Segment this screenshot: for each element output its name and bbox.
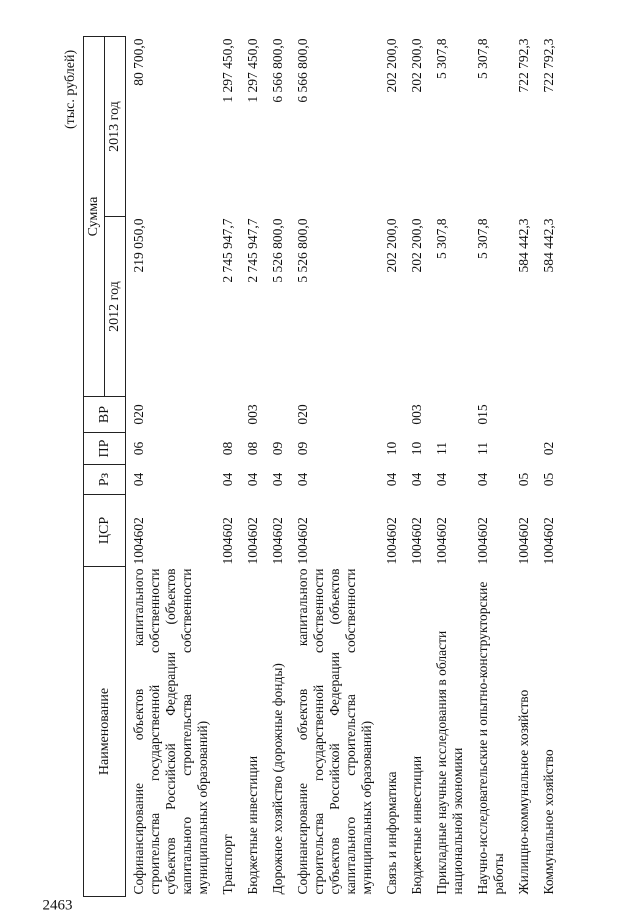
header-vr: ВР [84,397,126,433]
row-csr: 1004602 [409,517,424,565]
row-value-2012: 5 307,8 [434,218,449,259]
row-rz: 05 [541,472,556,487]
row-pr: 09 [270,441,285,456]
row-name: Жилищно-коммунальное хозяйство [516,689,531,895]
row-name: Дорожное хозяйство (дорожные фонды) [270,663,285,895]
table-body [126,37,562,897]
row-value-2013: 5 307,8 [475,38,490,79]
row-rz: 05 [516,472,531,487]
row-name: Бюджетные инвестиции [409,755,424,895]
row-value-2013: 6 566 800,0 [270,38,285,103]
row-name: Софинансирование объектов капитального строительства государственной собственности субъектов Российской Федерации (объектов капитального строительства собственности муниципальных образований) [295,568,374,895]
row-rz: 04 [131,472,146,487]
header-year-2013: 2013 год [105,37,126,217]
budget-table [83,36,561,897]
header-pr: ПР [84,433,126,465]
row-pr: 02 [541,441,556,456]
row-value-2013: 1 297 450,0 [245,38,260,103]
row-csr: 1004602 [295,517,310,565]
row-csr: 1004602 [516,517,531,565]
row-value-2013: 722 792,3 [516,38,531,93]
row-rz: 04 [475,472,490,487]
row-rz: 04 [409,472,424,487]
header-year-2012: 2012 год [105,217,126,397]
row-value-2013: 202 200,0 [384,38,399,93]
table-row [511,37,536,897]
row-vr [215,397,240,433]
table-row [379,37,404,897]
row-value-2012: 202 200,0 [384,218,399,273]
row-value-2013: 202 200,0 [409,38,424,93]
unit-note: (тыс. рублей) [63,49,78,129]
row-value-2012: 5 307,8 [475,218,490,259]
row-vr: 003 [409,404,424,425]
row-csr: 1004602 [384,517,399,565]
row-pr: 08 [220,441,235,456]
row-vr [265,397,290,433]
table-row [470,37,511,897]
table-row [126,37,216,897]
row-value-2012: 584 442,3 [541,218,556,273]
table-row [404,37,429,897]
row-name: Бюджетные инвестиции [245,755,260,895]
header-rz: Рз [84,465,126,495]
row-rz: 04 [295,472,310,487]
row-name: Коммунальное хозяйство [541,749,556,895]
row-name: Научно-исследовательские и опытно-конструкторские работы [475,581,506,895]
row-name: Софинансирование объектов капитального строительства государственной собственности субъектов Российской Федерации (объектов капитального строительства собственности муниципальных образований) [131,568,210,895]
row-value-2012: 5 526 800,0 [295,218,310,283]
row-name: Прикладные научные исследования в области национальной экономики [434,630,465,895]
row-rz: 04 [245,472,260,487]
row-vr: 020 [295,404,310,425]
row-value-2013: 5 307,8 [434,38,449,79]
row-pr: 06 [131,441,146,456]
row-pr: 10 [384,441,399,456]
row-value-2012: 219 050,0 [131,218,146,273]
row-value-2013: 6 566 800,0 [295,38,310,103]
row-name: Связь и информатика [384,771,399,895]
row-pr: 10 [409,441,424,456]
row-value-2013: 1 297 450,0 [220,38,235,103]
row-value-2012: 2 745 947,7 [220,218,235,283]
header-sum: Сумма [84,37,105,397]
row-csr: 1004602 [541,517,556,565]
row-value-2012: 2 745 947,7 [245,218,260,283]
row-rz: 04 [434,472,449,487]
row-value-2013: 722 792,3 [541,38,556,93]
table-row [240,37,265,897]
table-row [290,37,379,897]
row-rz: 04 [384,472,399,487]
header-csr: ЦСР [84,495,126,567]
row-value-2012: 5 526 800,0 [270,218,285,283]
row-rz: 04 [270,472,285,487]
row-vr: 003 [245,404,260,425]
row-csr: 1004602 [220,517,235,565]
row-csr: 1004602 [270,517,285,565]
page-number: 2463 [42,897,73,914]
row-rz: 04 [220,472,235,487]
row-pr [511,433,536,465]
row-vr [536,397,561,433]
row-value-2012: 584 442,3 [516,218,531,273]
table-row [429,37,470,897]
row-csr: 1004602 [131,517,146,565]
row-name: Транспорт [220,834,235,895]
table-row [215,37,240,897]
table-header [84,37,126,897]
row-vr [379,397,404,433]
row-value-2012: 202 200,0 [409,218,424,273]
row-vr [511,397,536,433]
row-csr: 1004602 [475,517,490,565]
row-pr: 09 [295,441,310,456]
row-value-2013: 80 700,0 [131,38,146,86]
row-vr [429,397,470,433]
table-row [265,37,290,897]
row-vr: 020 [131,404,146,425]
row-pr: 11 [434,442,449,455]
header-name: Наименование [84,567,126,897]
row-pr: 08 [245,441,260,456]
table-row [536,37,561,897]
row-pr: 11 [475,442,490,455]
row-csr: 1004602 [245,517,260,565]
row-csr: 1004602 [434,517,449,565]
row-vr: 015 [475,404,490,425]
